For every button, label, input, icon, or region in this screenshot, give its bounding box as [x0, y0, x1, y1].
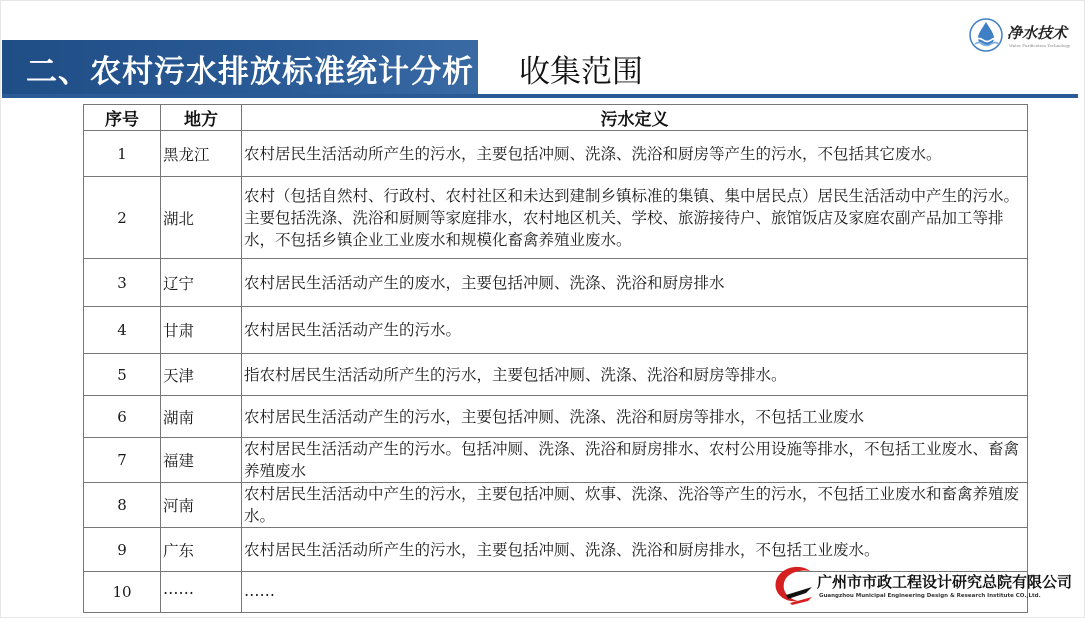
- water-drop-waves-icon: [969, 18, 1003, 52]
- row-number: 10: [84, 572, 161, 613]
- row-number: 6: [84, 396, 161, 438]
- column-header-definition: 污水定义: [242, 105, 1028, 131]
- row-number: 8: [84, 483, 161, 528]
- row-definition: 农村居民生活活动产生的废水，主要包括冲厕、洗涤、洗浴和厨房排水: [242, 259, 1028, 307]
- row-number: 1: [84, 131, 161, 177]
- row-region: 辽宁: [161, 259, 242, 307]
- table-row: [84, 483, 1028, 528]
- row-region: 福建: [161, 438, 242, 483]
- column-header-number: 序号: [84, 105, 161, 131]
- row-number: 3: [84, 259, 161, 307]
- title-bar: [2, 40, 478, 94]
- table-row: [84, 307, 1028, 354]
- company-name-cn: 广州市市政工程设计研究总院有限公司: [817, 573, 1073, 591]
- row-definition: 农村（包括自然村、行政村、农村社区和未达到建制乡镇标准的集镇、集中居民点）居民生活活动中产生的污水。主要包括洗涤、洗浴和厨厕等家庭排水，农村地区机关、学校、旅游接待户、旅馆饭店及家庭农副产品加工等排水，不包括乡镇企业工业废水和规模化畜禽养殖业废水。: [242, 177, 1028, 259]
- row-definition: 农村居民生活活动所产生的污水，主要包括冲厕、洗涤、洗浴和厨房排水，不包括工业废水。: [242, 528, 1028, 572]
- row-definition: ……: [242, 572, 1028, 613]
- row-definition: 农村居民生活活动所产生的污水，主要包括冲厕、洗涤、洗浴和厨房等产生的污水，不包括其它废水。: [242, 131, 1028, 177]
- table-header-row: [84, 105, 1028, 131]
- standards-table: [83, 104, 1028, 613]
- row-region: 湖北: [161, 177, 242, 259]
- row-definition: 农村居民生活活动产生的污水，主要包括冲厕、洗涤、洗浴和厨房等排水，不包括工业废水: [242, 396, 1028, 438]
- gmedri-swoosh-icon: [772, 563, 816, 607]
- table-row: [84, 438, 1028, 483]
- table-row: [84, 177, 1028, 259]
- company-name-en: Guangzhou Municipal Engineering Design & Research Institute CO.,Ltd.: [819, 593, 1041, 599]
- table-row: [84, 354, 1028, 396]
- row-number: 9: [84, 528, 161, 572]
- row-number: 7: [84, 438, 161, 483]
- row-region: 黑龙江: [161, 131, 242, 177]
- row-definition: 农村居民生活活动中产生的污水，主要包括冲厕、炊事、洗涤、洗浴等产生的污水，不包括工业废水和畜禽养殖废水。: [242, 483, 1028, 528]
- brand-name: 净水技术: [1007, 24, 1068, 42]
- title-underline: [2, 94, 1078, 98]
- row-number: 5: [84, 354, 161, 396]
- row-definition: 农村居民生活活动产生的污水。包括冲厕、洗涤、洗浴和厨房排水、农村公用设施等排水，不包括工业废水、畜禽养殖废水: [242, 438, 1028, 483]
- page-subtitle: 收集范围: [519, 54, 643, 90]
- page-title: 二、农村污水排放标准统计分析: [26, 54, 474, 90]
- row-number: 2: [84, 177, 161, 259]
- row-region: 天津: [161, 354, 242, 396]
- table-row: [84, 396, 1028, 438]
- row-definition: 农村居民生活活动产生的污水。: [242, 307, 1028, 354]
- brand-subtitle: Water Purification Technology: [1009, 43, 1071, 48]
- row-region: 河南: [161, 483, 242, 528]
- row-number: 4: [84, 307, 161, 354]
- company-logo: [772, 563, 1078, 609]
- row-region: ……: [161, 572, 242, 613]
- column-header-region: 地方: [161, 105, 242, 131]
- row-region: 广东: [161, 528, 242, 572]
- table-row: [84, 259, 1028, 307]
- table-row: [84, 131, 1028, 177]
- row-region: 湖南: [161, 396, 242, 438]
- brand-logo: [969, 16, 1077, 56]
- row-definition: 指农村居民生活活动所产生的污水，主要包括冲厕、洗涤、洗浴和厨房等排水。: [242, 354, 1028, 396]
- row-region: 甘肃: [161, 307, 242, 354]
